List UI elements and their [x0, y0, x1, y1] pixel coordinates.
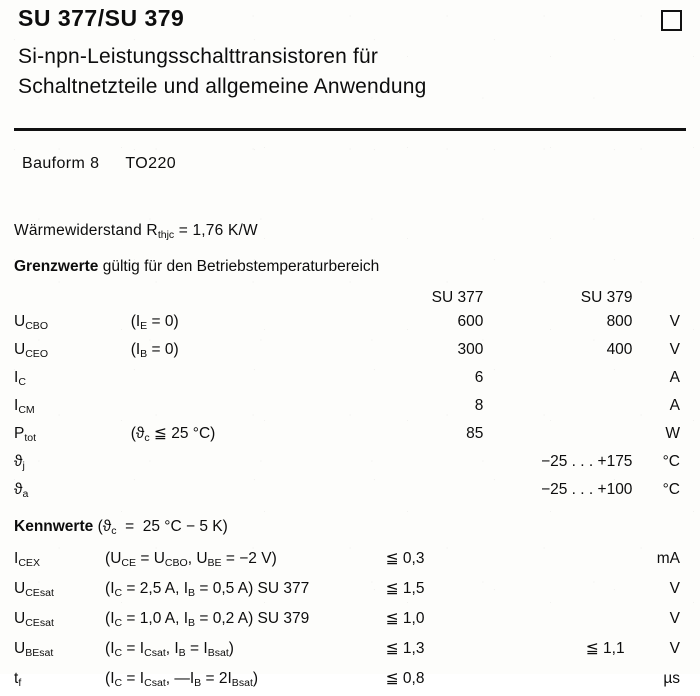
characteristics-heading [14, 518, 228, 537]
limit-unit: °C [662, 480, 680, 498]
characteristic-symbol: $t_f$ [14, 669, 22, 689]
subtitle-line-1: Si-npn-Leistungsschalttransistoren für [18, 45, 379, 68]
package-label: Bauform 8 [22, 155, 100, 172]
characteristic-unit: mA [656, 550, 680, 567]
characteristic-symbol: $I_{CEX}$ [14, 550, 40, 569]
title-row [18, 6, 682, 31]
characteristic-value-secondary [508, 546, 625, 576]
limit-symbol: $U_{CBO}$ [14, 313, 49, 332]
limit-condition [131, 478, 375, 506]
limit-symbol: $ϑ_a$ [14, 480, 29, 500]
package-line [22, 155, 176, 173]
characteristic-unit: V [669, 609, 680, 627]
page-subtitle [18, 42, 658, 102]
table-row [14, 366, 686, 394]
limit-condition [131, 394, 375, 422]
limit-value-su377: 300 [457, 340, 484, 358]
characteristic-symbol: $U_{CEsat}$ [14, 579, 54, 599]
header-divider [14, 128, 686, 131]
characteristic-condition: ($U_{CE} = U_{CBO}$, $U_{BE} = -2$ V) [105, 550, 277, 569]
limit-value-su379 [483, 422, 632, 450]
limit-value-su379 [483, 394, 632, 422]
characteristic-condition: ($I_C = I_{Csat}$, $—I_B = 2I_{Bsat}$) [105, 669, 259, 689]
table-row [14, 310, 686, 338]
table-row [14, 636, 686, 666]
limit-condition: ($ϑ_c$ ≦ 25 °C) [130, 424, 216, 444]
limit-symbol: $ϑ_j$ [14, 452, 25, 472]
limit-value-su377 [374, 450, 483, 478]
limits-table-header-row [14, 286, 686, 310]
limits-col-su379-header: SU 379 [580, 289, 633, 306]
page-title: SU 377/SU 379 [18, 5, 185, 31]
thermal-resistance-line [14, 222, 258, 241]
characteristic-value-secondary [508, 666, 625, 696]
limit-value-su377: 8 [474, 396, 484, 414]
limit-unit: A [669, 396, 680, 414]
characteristic-value-primary: ≦ 0,3 [385, 550, 425, 567]
limit-symbol: $U_{CEO}$ [14, 340, 49, 360]
limits-heading [14, 258, 379, 276]
thermal-prefix: Wärmewiderstand R [14, 222, 158, 239]
limit-condition [131, 366, 375, 394]
characteristics-table [14, 546, 686, 696]
limit-symbol: $I_{CM}$ [14, 396, 35, 416]
subtitle-line-2: Schaltnetzteile und allgemeine Anwendung [18, 74, 427, 98]
limit-value-su377: 600 [457, 313, 484, 330]
characteristic-value-primary: ≦ 1,5 [385, 579, 425, 597]
limit-value-su379: −25 . . . +100 [541, 480, 633, 498]
limit-symbol: $I_C$ [14, 368, 26, 388]
characteristic-value-primary: ≦ 0,8 [385, 669, 425, 687]
limits-table [14, 286, 686, 506]
limits-col-symbol-header [14, 286, 131, 310]
limit-condition: $(I_E = 0)$ [130, 313, 179, 332]
limits-heading-rest: gültig für den Betriebstemperaturbereich [102, 258, 380, 275]
limit-symbol: $P_{tot}$ [14, 424, 37, 444]
limit-value-su379: 400 [606, 340, 633, 358]
characteristic-value-secondary [508, 606, 625, 636]
limit-value-su379: −25 . . . +175 [541, 452, 633, 470]
table-row [14, 394, 686, 422]
thermal-subscript: thjc [157, 228, 175, 241]
limits-col-unit-header [632, 286, 686, 310]
limit-value-su379 [483, 366, 632, 394]
limit-unit: °C [662, 452, 680, 470]
thermal-value: = 1,76 K/W [178, 222, 258, 239]
limit-condition [131, 450, 375, 478]
limits-col-su377-header: SU 377 [431, 289, 484, 306]
characteristic-condition: ($I_C = 1,0$ A, $I_B = 0,2$ A) SU 379 [105, 609, 310, 629]
package-value: TO220 [125, 155, 177, 172]
limit-value-su379: 800 [606, 313, 633, 330]
limits-table-body [14, 286, 686, 506]
limits-col-condition-header [131, 286, 375, 310]
table-row [14, 338, 686, 366]
table-row [14, 422, 686, 450]
characteristic-unit: V [669, 579, 680, 597]
table-row [14, 478, 686, 506]
characteristic-symbol: $U_{BEsat}$ [14, 639, 54, 659]
table-row [14, 450, 686, 478]
table-row [14, 576, 686, 606]
limit-value-su377: 85 [466, 424, 484, 442]
characteristics-heading-rest: ($ϑ_c = 25$ °C − 5 K) [97, 518, 228, 537]
characteristic-condition: ($I_C = I_{Csat}$, $I_B = I_{Bsat}$) [105, 639, 234, 659]
characteristic-value-primary: ≦ 1,0 [385, 609, 425, 627]
characteristic-unit: µs [663, 669, 680, 687]
limit-unit: W [665, 424, 680, 442]
limit-value-su377: 6 [474, 368, 484, 386]
limits-heading-bold: Grenzwerte [14, 258, 99, 275]
table-row [14, 666, 686, 696]
characteristics-heading-bold: Kennwerte [14, 518, 94, 535]
limit-condition: $(I_B = 0)$ [130, 340, 179, 360]
characteristic-value-secondary: ≦ 1,1 [585, 639, 625, 657]
limit-unit: A [669, 368, 680, 386]
table-row [14, 546, 686, 576]
characteristic-symbol: $U_{CEsat}$ [14, 609, 54, 629]
table-row [14, 606, 686, 636]
characteristic-value-secondary [508, 576, 625, 606]
characteristic-condition: ($I_C = 2,5$ A, $I_B = 0,5$ A) SU 377 [105, 579, 310, 599]
limit-unit: V [669, 340, 680, 358]
characteristics-table-body [14, 546, 686, 696]
limit-unit: V [669, 313, 680, 330]
characteristic-value-primary: ≦ 1,3 [385, 639, 425, 657]
square-outline-icon [661, 10, 682, 31]
characteristic-unit: V [669, 639, 680, 657]
limit-value-su377 [374, 478, 483, 506]
